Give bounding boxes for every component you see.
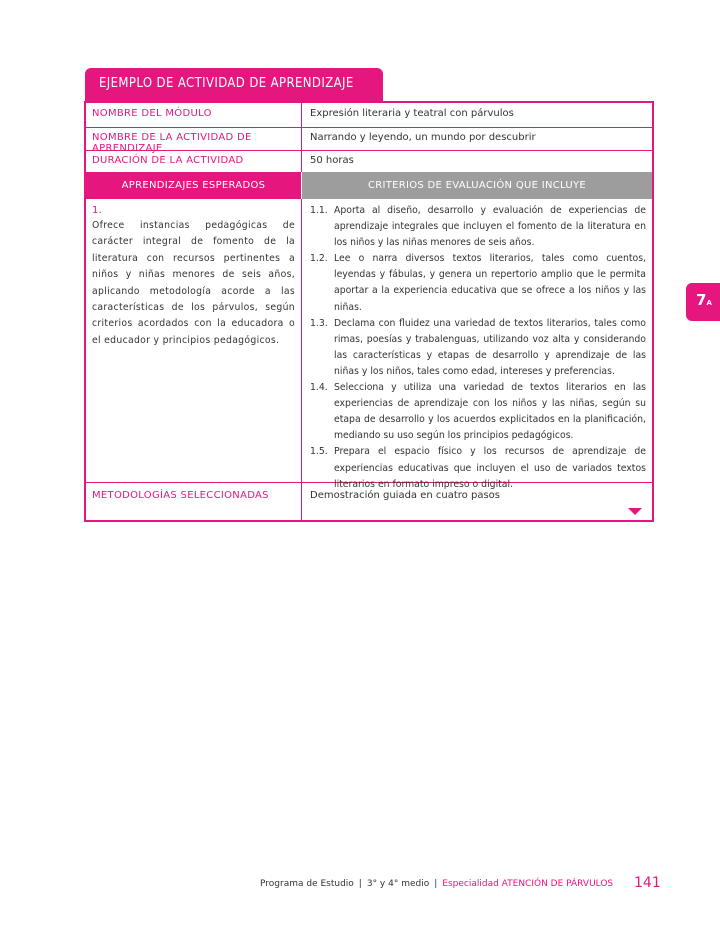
activity-table (84, 101, 654, 522)
column-headers-row (86, 172, 652, 199)
chapter-side-tab (686, 283, 720, 321)
learning-outcome-cell (86, 199, 302, 482)
duration-label: DURACIÓN DE LA ACTIVIDAD (86, 150, 302, 172)
chapter-suffix: A (706, 299, 712, 307)
activity-example-tab: EJEMPLO DE ACTIVIDAD DE APRENDIZAJE (85, 68, 383, 101)
criteria-cell (302, 199, 652, 490)
page-number: 141 (634, 875, 661, 891)
criterion-number: 1.5. (310, 446, 328, 458)
criterion-text: Aporta al diseño, desarrollo y evaluación de experiencias de aprendizaje integrales que incluyen el fomento de la literatura en los niños y las niñas menores de seis años. (334, 205, 646, 249)
footer-separator: | (358, 879, 362, 889)
evaluation-criteria-header: CRITERIOS DE EVALUACIÓN QUE INCLUYE (302, 172, 652, 199)
chapter-number: 7 (696, 291, 707, 309)
methodology-row (86, 482, 652, 520)
methodology-label: METODOLOGÍAS SELECCIONADAS (86, 482, 302, 520)
footer-program: Programa de Estudio (260, 879, 354, 889)
module-row (86, 103, 652, 128)
criterion-text: Declama con fluidez una variedad de textos literarios, tales como rimas, poesías y trabalenguas, utilizando voz alta y considerando las características y etapas de desarrollo y aprendizaje de las niñas y los niños, tales como edad, intereses y preferencias. (334, 317, 646, 377)
activity-value: Narrando y leyendo, un mundo por descubrir (310, 132, 536, 143)
module-value: Expresión literaria y teatral con párvulos (310, 108, 514, 119)
criteria-list (310, 203, 652, 493)
duration-value: 50 horas (310, 155, 354, 166)
footer-grade: 3° y 4° medio (366, 879, 430, 889)
criterion-item (310, 316, 646, 380)
criterion-number: 1.3. (310, 317, 328, 329)
criterion-text: Selecciona y utiliza una variedad de textos literarios en las experiencias de aprendizaje con los niños y las niñas, según su etapa de desarrollo y los acuerdos explicitados en la planificación, mediando su uso según los principios pedagógicos. (334, 382, 646, 442)
criterion-text: Lee o narra diversos textos literarios, tales como cuentos, leyendas y fábulas, y genera un repertorio amplio que le permita aportar a la experiencia educativa que se ofrece a los niños y las niñas. (334, 253, 646, 313)
activity-label: NOMBRE DE LA ACTIVIDAD DE APRENDIZAJE (86, 127, 302, 150)
criterion-item (310, 380, 646, 444)
module-label: NOMBRE DEL MÓDULO (86, 103, 302, 127)
criterion-item (310, 203, 646, 251)
learning-outcome-number: 1. (92, 205, 103, 216)
criterion-item (310, 251, 646, 315)
criterion-number: 1.2. (310, 253, 328, 265)
duration-row (86, 150, 652, 173)
criterion-number: 1.1. (310, 205, 328, 216)
criterion-text: Prepara el espacio físico y los recursos de aprendizaje de experiencias educativas que incluyen el uso de variados textos literarios en formato impreso o digital. (334, 446, 646, 490)
content-row (86, 199, 652, 490)
footer-specialty: Especialidad ATENCIÓN DE PÁRVULOS (442, 879, 614, 889)
activity-name-row (86, 127, 652, 154)
page-footer (260, 879, 613, 889)
continue-arrow-icon (628, 508, 642, 515)
learning-outcomes-header: APRENDIZAJES ESPERADOS (86, 172, 302, 199)
methodology-value: Demostración guiada en cuatro pasos (310, 490, 500, 501)
footer-separator: | (434, 879, 438, 889)
criterion-number: 1.4. (310, 382, 328, 394)
learning-outcome-text: Ofrece instancias pedagógicas de carácter integral de fomento de la literatura con recursos pertinentes a niños y niñas menores de seis años, aplicando metodología acorde a las características de los párvulos, según criterios acordados con la educadora o el educador y principios pedagógicos. (92, 220, 295, 346)
